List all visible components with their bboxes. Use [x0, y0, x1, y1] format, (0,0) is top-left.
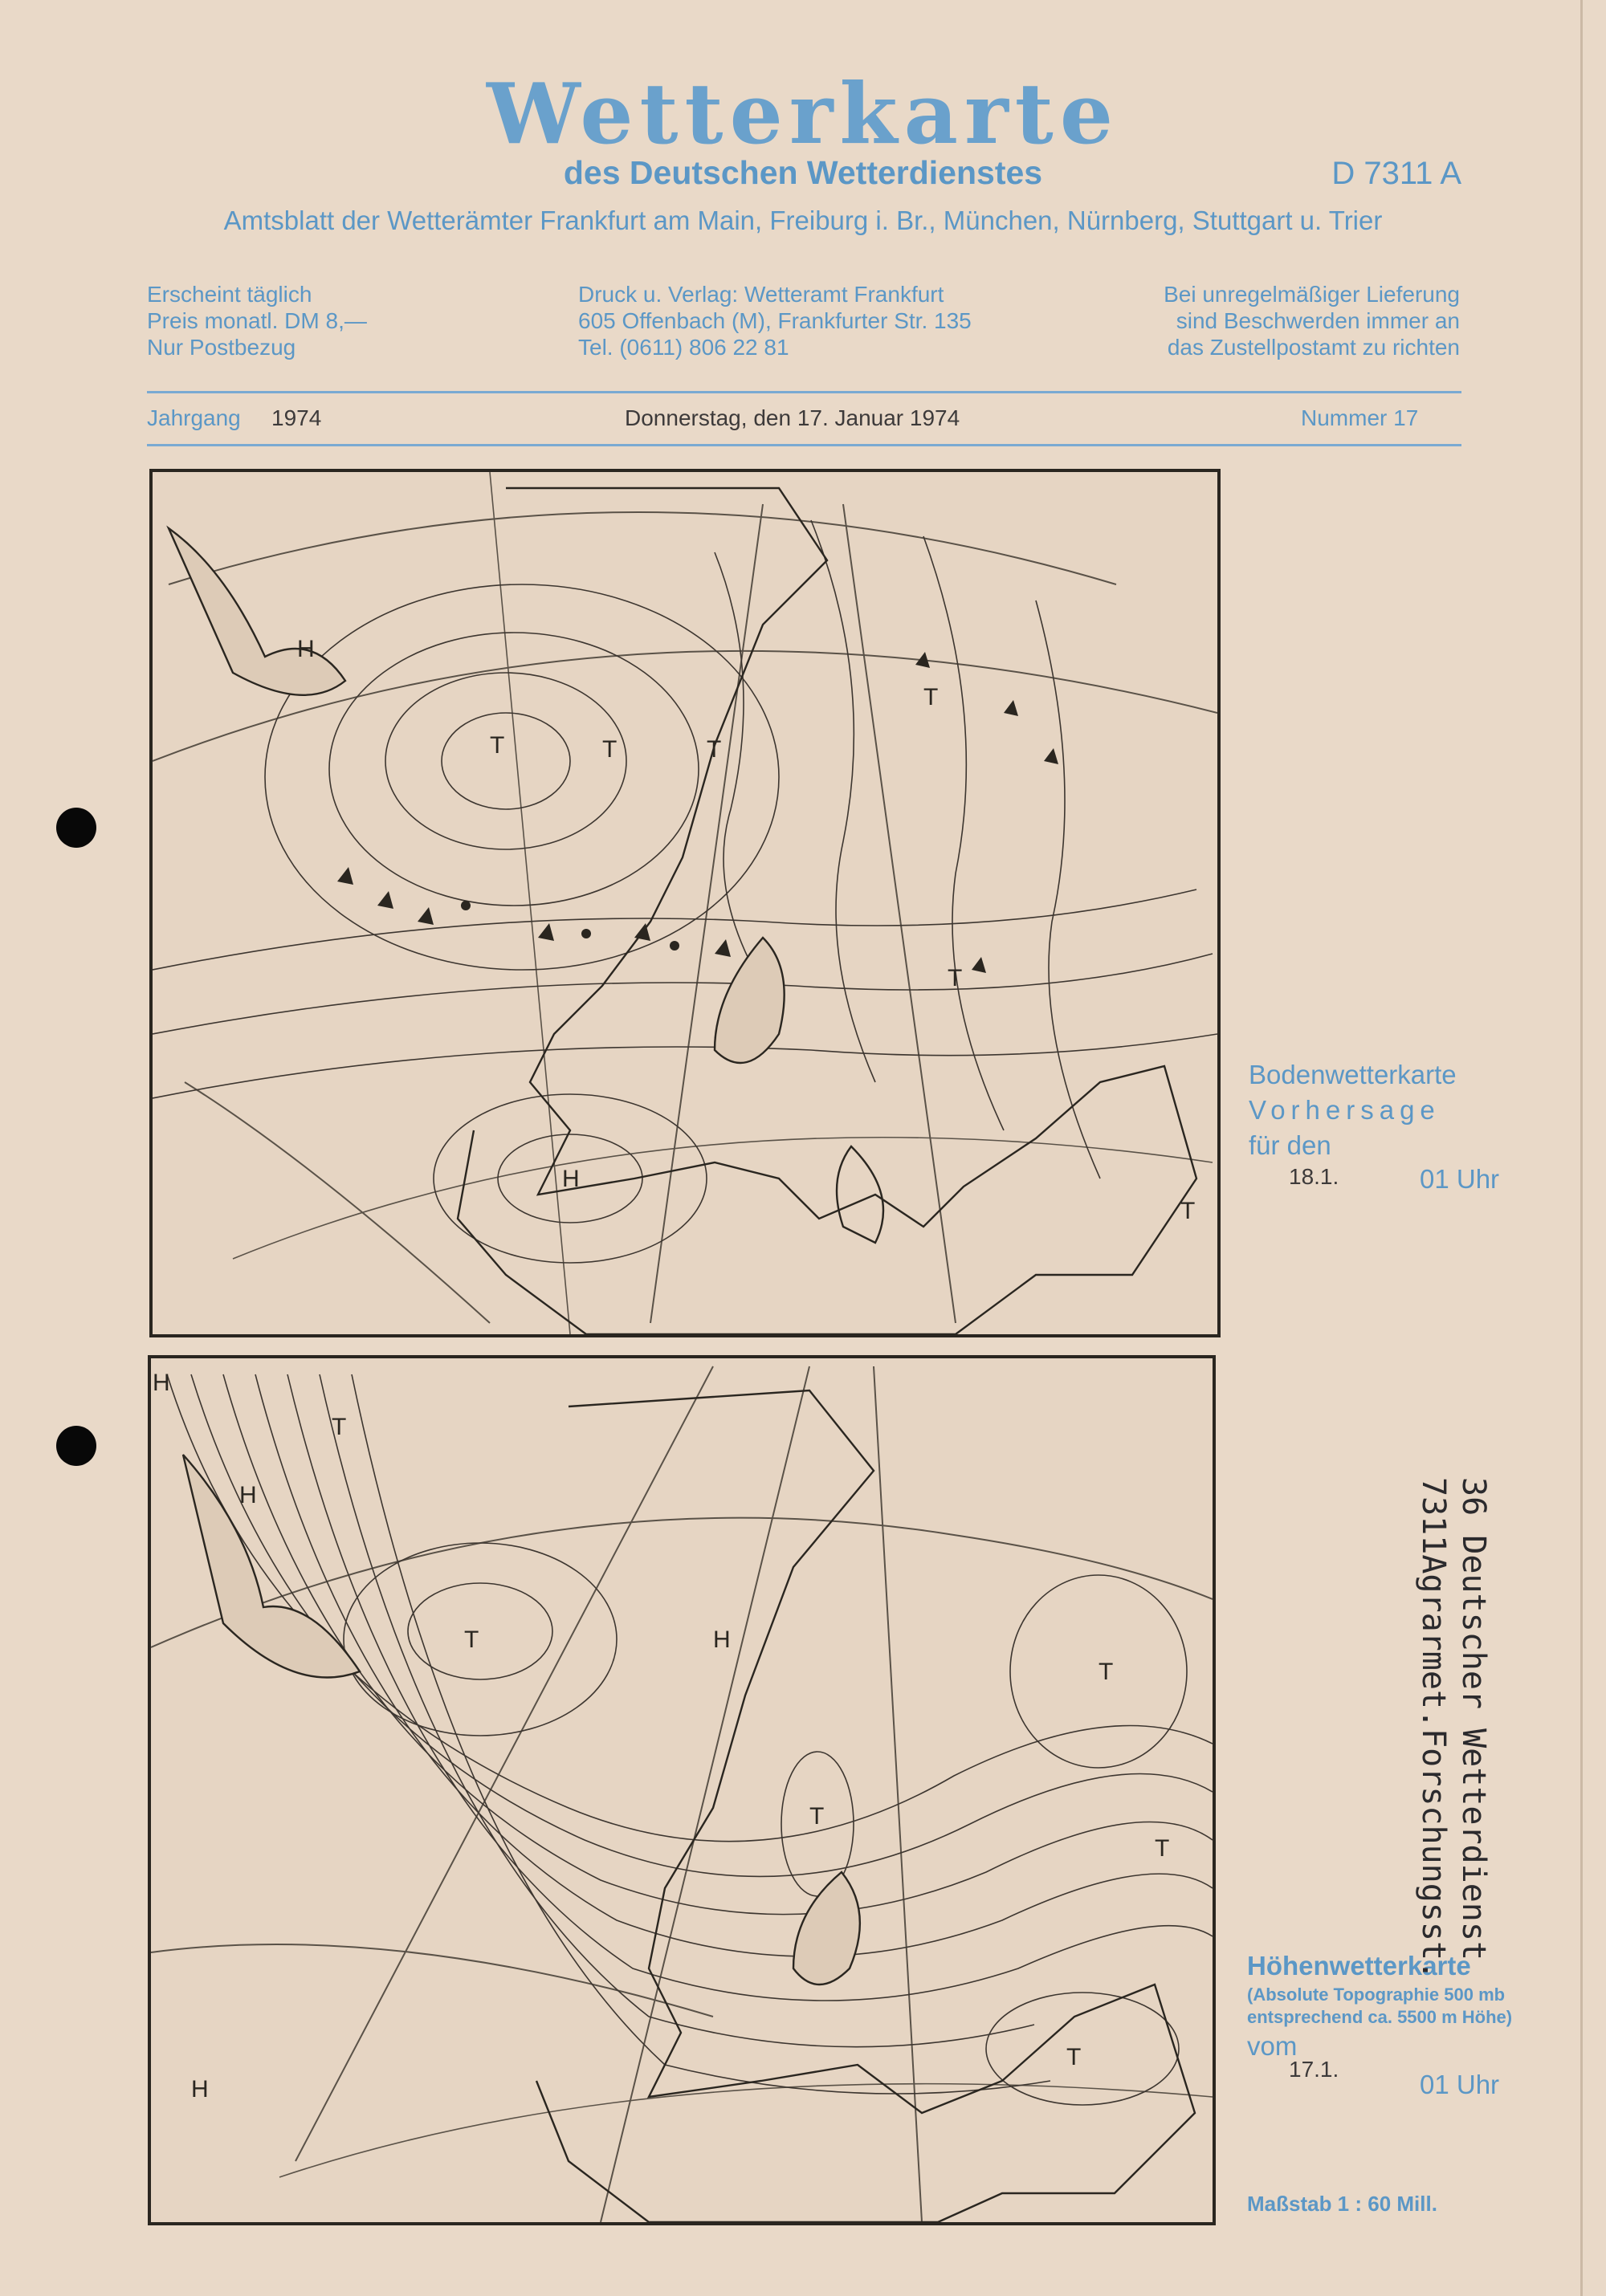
info-line: Erscheint täglich	[147, 282, 312, 307]
info-line: Preis monatl. DM 8,—	[147, 308, 367, 333]
delivery-info	[1164, 281, 1460, 360]
pressure-symbol: T	[1155, 1835, 1170, 1862]
upper-air-caption-note: (Absolute Topographie 500 mb	[1247, 1985, 1506, 2005]
pressure-symbol: T	[1066, 2044, 1082, 2070]
surface-map-caption-forecast: Vorhersage	[1249, 1095, 1441, 1125]
upper-air-map-drawing	[151, 1358, 1213, 2222]
punch-hole	[56, 1426, 96, 1466]
upper-air-map	[148, 1355, 1216, 2225]
info-line: 605 Offenbach (M), Frankfurter Str. 135	[578, 308, 972, 333]
jahrgang-value: 1974	[271, 405, 322, 430]
pressure-symbol: H	[713, 1626, 731, 1653]
upper-air-caption-title: Höhenwetterkarte	[1247, 1951, 1471, 1981]
divider	[147, 391, 1461, 393]
surface-map-caption-title: Bodenwetterkarte	[1249, 1060, 1457, 1089]
jahrgang-label: Jahrgang	[147, 405, 241, 430]
pressure-symbol: T	[923, 684, 939, 710]
info-line: Druck u. Verlag: Wetteramt Frankfurt	[578, 282, 944, 307]
punch-hole	[56, 808, 96, 848]
pressure-symbol: T	[707, 736, 722, 763]
amtsblatt-line: Amtsblatt der Wetterämter Frankfurt am Main, Freiburg i. Br., München, Nürnberg, Stuttgart u. Trier	[223, 206, 1383, 235]
info-line: Nur Postbezug	[147, 335, 296, 360]
surface-weather-map	[149, 469, 1221, 1337]
pressure-symbol: H	[153, 1370, 170, 1396]
map-scale: Maßstab 1 : 60 Mill.	[1247, 2192, 1437, 2216]
upper-air-caption-from: vom	[1247, 2031, 1298, 2061]
pressure-symbol: H	[297, 636, 315, 662]
surface-map-date: 18.1.	[1289, 1164, 1339, 1189]
pressure-symbol: T	[602, 736, 618, 763]
pressure-symbol: T	[1099, 1659, 1114, 1685]
upper-air-caption-note: entsprechend ca. 5500 m Höhe)	[1247, 2007, 1513, 2027]
publication-info	[147, 281, 367, 360]
pressure-symbol: H	[562, 1166, 580, 1192]
issue-date: Donnerstag, den 17. Januar 1974	[625, 405, 960, 430]
pressure-symbol: T	[948, 965, 963, 991]
page-edge	[1580, 0, 1583, 2296]
divider	[147, 444, 1461, 446]
publisher-info	[578, 281, 972, 360]
info-line: Bei unregelmäßiger Lieferung	[1164, 282, 1460, 307]
library-stamp	[1413, 1477, 1494, 2288]
pressure-symbol: T	[809, 1803, 825, 1830]
stamp-line: 36 Deutscher Wetterdienst	[1455, 1477, 1492, 1961]
masthead-title: Wetterkarte	[487, 64, 1119, 163]
info-line: das Zustellpostamt zu richten	[1167, 335, 1460, 360]
upper-air-time: 01 Uhr	[1420, 2070, 1500, 2099]
surface-map-time: 01 Uhr	[1420, 1164, 1500, 1194]
masthead-subtitle: des Deutschen Wetterdienstes	[563, 154, 1043, 191]
pressure-symbol: T	[1180, 1198, 1196, 1224]
pressure-symbol: H	[191, 2076, 209, 2103]
pressure-symbol: T	[332, 1414, 347, 1440]
pressure-symbol: H	[239, 1482, 257, 1508]
issue-row	[147, 405, 1432, 434]
document-id: D 7311 A	[1331, 156, 1461, 191]
pressure-symbol: T	[464, 1626, 479, 1653]
pressure-symbol: T	[490, 732, 505, 759]
upper-air-date: 17.1.	[1289, 2057, 1339, 2082]
info-line: sind Beschwerden immer an	[1176, 308, 1460, 333]
info-line: Tel. (0611) 806 22 81	[578, 335, 789, 360]
surface-map-drawing	[153, 472, 1217, 1334]
stamp-line: 7311Agrarmet.Forschungsst.	[1415, 1477, 1452, 1981]
surface-map-caption-for: für den	[1249, 1130, 1331, 1160]
issue-number: Nummer 17	[1301, 405, 1419, 430]
